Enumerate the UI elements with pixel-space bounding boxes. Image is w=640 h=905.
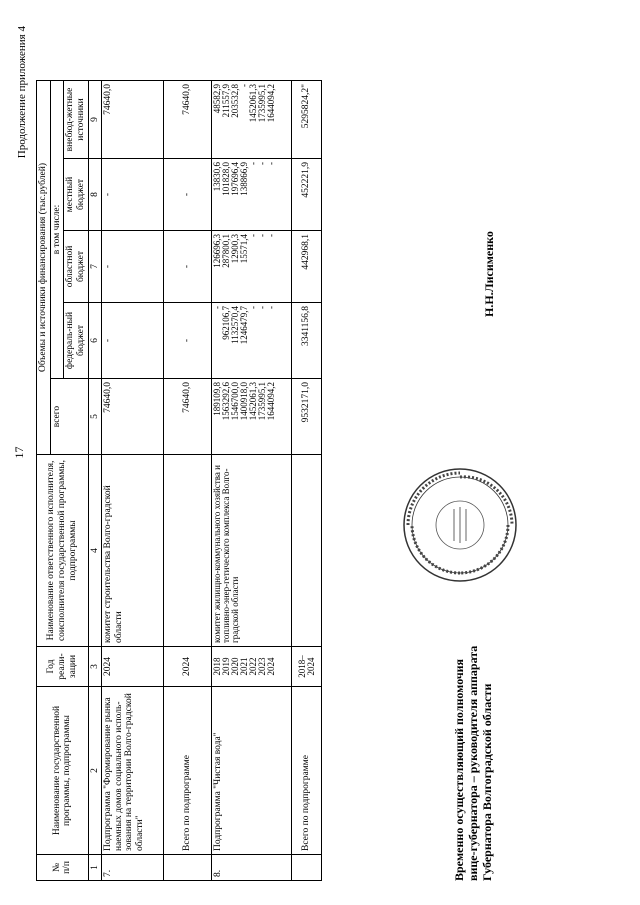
sub8-total-regional: 442968,1 [292,231,322,303]
colnum-7: 7 [88,231,102,303]
sub8-local-cell: 101828,0 [221,162,232,196]
sub8-local-cell: 138866,9 [239,162,250,196]
sub8-regional-cell: - [257,234,268,237]
sub8-regional-values [212,231,292,303]
sub8-regional-cell: - [248,234,259,237]
page-number: 17 [12,446,26,459]
sub8-year: 2021 [239,657,250,676]
sub8-num: 8. [212,855,292,881]
sub8-federal-cell: 962106,7 [221,306,232,340]
header-total: всего [50,379,88,455]
sub8-year: 2023 [257,657,268,676]
sub8-local-cell: - [266,162,277,165]
appendix-note: Продолжение приложения 4 [16,26,28,159]
sub8-total-cell: 1563292,6 [221,382,232,421]
header-regional: областной бюджет [64,231,88,303]
sub8-executor: комитет жилищно-коммунального хозяйства и топливно-энер-гетического комплекса Волго-градской области [212,455,292,647]
colnum-9: 9 [88,80,102,158]
financing-table [36,80,322,881]
sub8-offbudget-cell: 211557,9 [221,83,232,118]
table-row-sub8-total [292,80,322,880]
sub7-total-offbudget: 74640,0 [164,80,212,158]
sub7-total-year: 2024 [164,647,212,687]
sub8-federal-cell: - [248,306,259,309]
sub8-total-values [212,379,292,455]
sub8-year: 2024 [266,657,277,676]
header-program: Наименование государственной программы, подпрограммы [37,687,89,855]
sub8-federal-cell: 1246479,7 [239,306,250,345]
sub8-offbudget-cell: 1452061,3 [248,83,259,123]
colnum-3: 3 [88,647,102,687]
sub8-total-total: 9532171,0 [292,379,322,455]
signature-line-3: Губернатора Волгоградской области [480,683,495,881]
official-seal-icon [400,465,520,585]
sub8-federal-cell: - [266,306,277,309]
sub8-total-federal: 3341156,8 [292,303,322,379]
sub7-name: Подпрограмма "Формирование рынка наемных домов социального исполь-зования на территории Волго-градской области" [102,687,164,855]
table-row-sub7-total [164,80,212,880]
sub8-federal-cell: - [212,306,223,309]
sub8-federal-cell: - [257,306,268,309]
sub8-local-cell: 197696,4 [230,162,241,196]
sub8-year: 2018 [212,657,223,676]
header-executor: Наименование ответственного исполнителя, соисполнителя государственной программы, подпрограммы [37,455,89,647]
header-federal: федераль-ный бюджет [64,303,88,379]
colnum-2: 2 [88,687,102,855]
sub8-regional-cell: 287800,1 [221,234,232,268]
sub7-federal: - [102,303,164,379]
sub7-total-regional: - [164,231,212,303]
sub8-offbudget-values [212,80,292,158]
sub8-local-cell: 13830,6 [212,162,223,192]
sub8-total-offbudget: 5295824,2" [292,80,322,158]
signature-line-1: Временно осуществляющий полномочия [452,658,466,881]
sub7-total-label: Всего по подпрограмме [164,687,212,855]
signature-name: Н.Н.Лисименко [482,231,496,317]
sub8-year: 2020 [230,657,241,676]
colnum-4: 4 [88,455,102,647]
sub8-offbudget-cell: 1644094,2 [266,83,277,123]
sub8-offbudget-cell: 1735995,1 [257,83,268,123]
sub8-total-year: 2018–2024 [292,647,322,687]
table-row-sub7 [102,80,164,880]
sub8-name: Подпрограмма "Чистая вода" [212,687,292,855]
sub8-regional-cell: 12900,3 [230,234,241,264]
sub8-regional-cell: 15571,4 [239,234,250,264]
sub7-total-local: - [164,159,212,231]
sub8-offbudget-cell: 48582,9 [212,83,223,114]
sub7-executor: комитет строительства Волго-градской области [102,455,164,647]
sub8-total-cell: 1400918,0 [239,382,250,421]
sub8-local-cell: - [257,162,268,165]
sub8-total-cell: 1452061,3 [248,382,259,421]
table-row-sub8 [212,80,292,880]
header-incl: в том числе: [50,80,64,378]
header-volumes: Объемы и источники финансирования (тыс.рублей) [37,80,51,454]
sub8-year: 2022 [248,657,259,676]
sub7-regional: - [102,231,164,303]
sub8-total-cell: 189109,8 [212,382,223,416]
colnum-6: 6 [88,303,102,379]
colnum-1: 1 [88,855,102,881]
sub8-regional-cell: 126696,3 [212,234,223,268]
sub8-years [212,647,292,687]
signature-block [452,551,494,881]
header-offbudget: внебюд-жетные источники [64,80,88,158]
colnum-8: 8 [88,159,102,231]
signature-line-2: вице-губернатора – руководителя аппарата [466,645,481,881]
sub8-regional-cell: - [266,234,277,237]
sub8-total-label: Всего по подпрограмме [292,687,322,855]
sub7-total-total: 74640,0 [164,379,212,455]
sub7-offbudget: 74640,0 [102,80,164,158]
sub7-local: - [102,159,164,231]
colnum-5: 5 [88,379,102,455]
sub8-offbudget-cell: - [239,83,250,87]
sub8-total-cell: 1644094,2 [266,382,277,421]
sub8-year: 2019 [221,657,232,676]
sub7-total: 74640,0 [102,379,164,455]
header-num: № п/п [37,855,89,881]
sub8-local-cell: - [248,162,259,165]
sub8-federal-cell: 1132570,4 [230,306,241,344]
sub7-year: 2024 [102,647,164,687]
sub7-total-federal: - [164,303,212,379]
sub8-offbudget-cell: 203532,8 [230,83,241,118]
header-local: местный бюджет [64,159,88,231]
sub8-total-local: 452221,9 [292,159,322,231]
sub8-total-cell: 1546700,0 [230,382,241,421]
sub8-total-cell: 1735995,1 [257,382,268,421]
sub8-local-values [212,159,292,231]
sub8-federal-values [212,303,292,379]
sub7-num: 7. [102,855,164,881]
header-year: Год реали-зации [37,647,89,687]
